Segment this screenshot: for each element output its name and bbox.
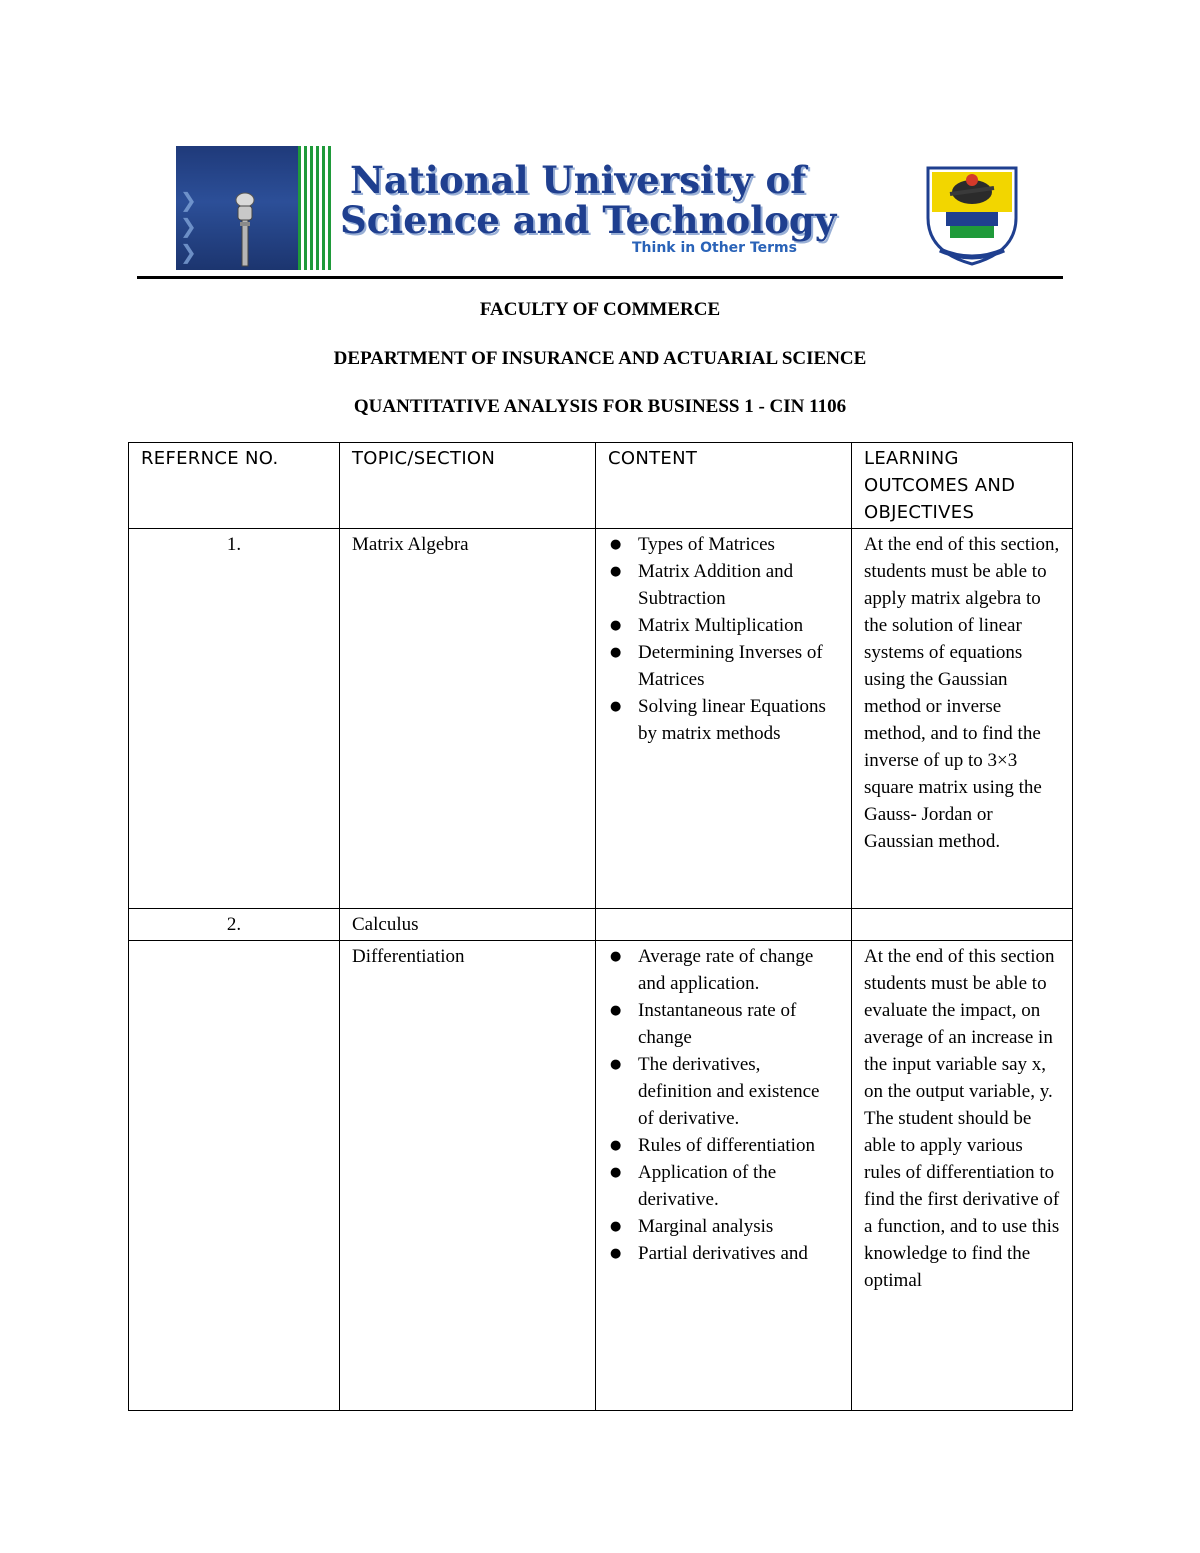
faculty-heading: FACULTY OF COMMERCE (479, 299, 721, 320)
chevron-decoration-icon: ❯ (180, 240, 197, 264)
table-row (129, 941, 1073, 1411)
list-item: ● Marginal analysis (638, 1213, 839, 1240)
table-header-row (129, 443, 1073, 529)
header-topic: TOPIC/SECTION (340, 443, 596, 529)
list-item: ● Partial derivatives and (638, 1240, 839, 1267)
course-heading: QUANTITATIVE ANALYSIS FOR BUSINESS 1 - CIN 1106 (353, 396, 847, 417)
row-reference: 2. (129, 909, 340, 941)
header-content: CONTENT (596, 443, 852, 529)
row-reference (129, 941, 340, 1411)
list-item: ● Types of Matrices (638, 531, 839, 558)
list-item: ● The derivatives, definition and existence of derivative. (638, 1051, 839, 1132)
row-outcome: At the end of this section, students must be able to apply matrix algebra to the solution of linear systems of equations using the Gaussian method or inverse method, and to find the inverse of up to 3×3 square matrix using the Gauss- Jordan or Gaussian method. (852, 529, 1073, 909)
header-outcomes: LEARNING OUTCOMES AND OBJECTIVES (852, 443, 1073, 529)
list-item: ● Matrix Addition and Subtraction (638, 558, 839, 612)
row-topic: Matrix Algebra (340, 529, 596, 909)
header-reference: REFERNCE NO. (129, 443, 340, 529)
chevron-decoration-icon: ❯ (180, 188, 197, 212)
chevron-decoration-icon: ❯ (180, 214, 197, 238)
department-heading: DEPARTMENT OF INSURANCE AND ACTUARIAL SCIENCE (333, 348, 867, 369)
university-tagline: Think in Other Terms (632, 240, 797, 256)
row-outcome (852, 909, 1073, 941)
list-item: ● Instantaneous rate of change (638, 997, 839, 1051)
table-row (129, 909, 1073, 941)
row-content (596, 941, 852, 1411)
list-item: ● Average rate of change and application. (638, 943, 839, 997)
list-item: ● Rules of differentiation (638, 1132, 839, 1159)
row-topic: Differentiation (340, 941, 596, 1411)
list-item: ● Application of the derivative. (638, 1159, 839, 1213)
university-title-line1: National University of (350, 158, 807, 202)
row-content (596, 529, 852, 909)
university-title-line2: Science and Technology (340, 198, 837, 242)
header-rule (137, 276, 1063, 279)
mace-icon (228, 192, 262, 268)
row-content (596, 909, 852, 941)
row-topic: Calculus (340, 909, 596, 941)
syllabus-table (128, 442, 1073, 1411)
row-reference: 1. (129, 529, 340, 909)
university-banner (176, 146, 1024, 270)
university-crest-icon (920, 160, 1024, 268)
green-stripes (298, 146, 332, 270)
list-item: ● Solving linear Equations by matrix methods (638, 693, 839, 747)
list-item: ● Determining Inverses of Matrices (638, 639, 839, 693)
table-row (129, 529, 1073, 909)
university-title (340, 152, 900, 262)
list-item: ● Matrix Multiplication (638, 612, 839, 639)
row-outcome: At the end of this section students must be able to evaluate the impact, on average of an increase in the input variable say x, on the output variable, y. The student should be able to apply various rules of differentiation to find the first derivative of a function, and to use this knowledge to find the optimal (852, 941, 1073, 1411)
